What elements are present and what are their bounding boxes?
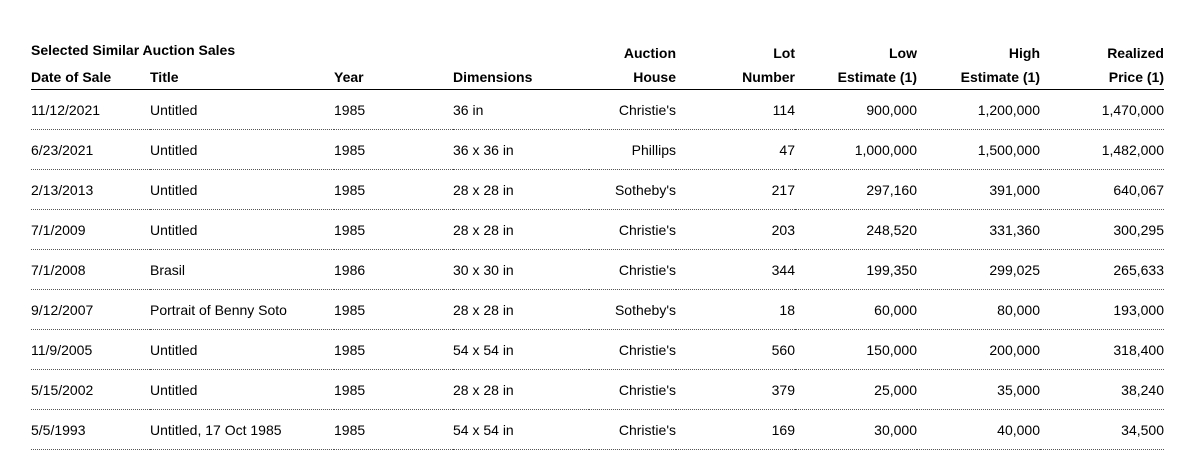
cell-lot-number: 47: [676, 130, 795, 170]
cell-title: Untitled: [150, 210, 334, 250]
cell-lot-number: 344: [676, 250, 795, 290]
header-realized-price: Price (1): [1040, 65, 1164, 90]
header-year: Year: [334, 65, 453, 90]
cell-low-estimate: 248,520: [795, 210, 917, 250]
cell-high-estimate: 200,000: [917, 330, 1040, 370]
cell-year: 1985: [334, 210, 453, 250]
table-row: [31, 330, 1164, 370]
table-row: [31, 170, 1164, 210]
table-body: [31, 90, 1164, 450]
header-title: Title: [150, 65, 334, 90]
header-lot-number: Number: [676, 65, 795, 90]
cell-dimensions: 54 x 54 in: [453, 330, 589, 370]
cell-date-of-sale: 2/13/2013: [31, 170, 150, 210]
cell-realized-price: 640,067: [1040, 170, 1164, 210]
cell-realized-price: 265,633: [1040, 250, 1164, 290]
cell-year: 1985: [334, 170, 453, 210]
cell-realized-price: 300,295: [1040, 210, 1164, 250]
auction-sales-table: [31, 41, 1164, 450]
cell-realized-price: 38,240: [1040, 370, 1164, 410]
cell-year: 1985: [334, 130, 453, 170]
header-top-low: Low: [889, 45, 917, 61]
cell-high-estimate: 1,200,000: [917, 90, 1040, 130]
header-top-auction: Auction: [623, 45, 676, 61]
header-row-bottom: [31, 65, 1164, 90]
cell-dimensions: 36 x 36 in: [453, 130, 589, 170]
cell-auction-house: Christie's: [589, 90, 676, 130]
cell-title: Brasil: [150, 250, 334, 290]
header-high-estimate: Estimate (1): [917, 65, 1040, 90]
cell-title: Untitled: [150, 370, 334, 410]
auction-sales-panel: [31, 41, 1164, 450]
cell-year: 1985: [334, 410, 453, 450]
cell-date-of-sale: 7/1/2009: [31, 210, 150, 250]
cell-title: Untitled: [150, 330, 334, 370]
cell-realized-price: 1,470,000: [1040, 90, 1164, 130]
cell-title: Untitled: [150, 130, 334, 170]
cell-dimensions: 36 in: [453, 90, 589, 130]
cell-date-of-sale: 11/9/2005: [31, 330, 150, 370]
cell-year: 1985: [334, 290, 453, 330]
cell-lot-number: 114: [676, 90, 795, 130]
cell-high-estimate: 80,000: [917, 290, 1040, 330]
cell-auction-house: Sotheby's: [589, 170, 676, 210]
cell-high-estimate: 299,025: [917, 250, 1040, 290]
cell-dimensions: 28 x 28 in: [453, 170, 589, 210]
cell-high-estimate: 40,000: [917, 410, 1040, 450]
cell-title: Untitled: [150, 90, 334, 130]
cell-lot-number: 560: [676, 330, 795, 370]
header-top-high: High: [1008, 45, 1040, 61]
cell-low-estimate: 297,160: [795, 170, 917, 210]
cell-date-of-sale: 11/12/2021: [31, 90, 150, 130]
header-low-estimate: Estimate (1): [795, 65, 917, 90]
cell-auction-house: Christie's: [589, 330, 676, 370]
cell-low-estimate: 30,000: [795, 410, 917, 450]
header-top-dimensions: [453, 41, 589, 65]
cell-date-of-sale: 5/15/2002: [31, 370, 150, 410]
cell-lot-number: 203: [676, 210, 795, 250]
table-row: [31, 90, 1164, 130]
table-row: [31, 370, 1164, 410]
cell-title: Untitled, 17 Oct 1985: [150, 410, 334, 450]
cell-dimensions: 54 x 54 in: [453, 410, 589, 450]
header-top-realized: Realized: [1107, 45, 1164, 61]
cell-lot-number: 217: [676, 170, 795, 210]
cell-realized-price: 193,000: [1040, 290, 1164, 330]
table-row: [31, 290, 1164, 330]
cell-high-estimate: 331,360: [917, 210, 1040, 250]
table-row: [31, 250, 1164, 290]
cell-realized-price: 1,482,000: [1040, 130, 1164, 170]
cell-title: Portrait of Benny Soto: [150, 290, 334, 330]
cell-low-estimate: 199,350: [795, 250, 917, 290]
cell-low-estimate: 25,000: [795, 370, 917, 410]
header-top-year: [334, 41, 453, 65]
table-caption: Selected Similar Auction Sales: [31, 42, 236, 58]
cell-realized-price: 34,500: [1040, 410, 1164, 450]
cell-lot-number: 18: [676, 290, 795, 330]
cell-auction-house: Christie's: [589, 250, 676, 290]
cell-dimensions: 28 x 28 in: [453, 370, 589, 410]
cell-low-estimate: 1,000,000: [795, 130, 917, 170]
cell-auction-house: Christie's: [589, 410, 676, 450]
cell-dimensions: 28 x 28 in: [453, 210, 589, 250]
header-auction-house: House: [589, 65, 676, 90]
cell-auction-house: Phillips: [589, 130, 676, 170]
cell-lot-number: 379: [676, 370, 795, 410]
cell-date-of-sale: 9/12/2007: [31, 290, 150, 330]
header-top-lot: Lot: [773, 45, 795, 61]
cell-year: 1985: [334, 370, 453, 410]
cell-low-estimate: 60,000: [795, 290, 917, 330]
cell-high-estimate: 35,000: [917, 370, 1040, 410]
cell-dimensions: 28 x 28 in: [453, 290, 589, 330]
cell-year: 1985: [334, 330, 453, 370]
cell-date-of-sale: 6/23/2021: [31, 130, 150, 170]
cell-low-estimate: 900,000: [795, 90, 917, 130]
cell-high-estimate: 391,000: [917, 170, 1040, 210]
cell-high-estimate: 1,500,000: [917, 130, 1040, 170]
cell-auction-house: Christie's: [589, 370, 676, 410]
cell-lot-number: 169: [676, 410, 795, 450]
cell-auction-house: Sotheby's: [589, 290, 676, 330]
cell-year: 1985: [334, 90, 453, 130]
header-date-of-sale: Date of Sale: [31, 65, 150, 90]
cell-year: 1986: [334, 250, 453, 290]
table-row: [31, 210, 1164, 250]
cell-date-of-sale: 7/1/2008: [31, 250, 150, 290]
header-dimensions: Dimensions: [453, 65, 589, 90]
cell-auction-house: Christie's: [589, 210, 676, 250]
table-row: [31, 130, 1164, 170]
cell-dimensions: 30 x 30 in: [453, 250, 589, 290]
cell-title: Untitled: [150, 170, 334, 210]
table-row: [31, 410, 1164, 450]
cell-realized-price: 318,400: [1040, 330, 1164, 370]
cell-low-estimate: 150,000: [795, 330, 917, 370]
cell-date-of-sale: 5/5/1993: [31, 410, 150, 450]
